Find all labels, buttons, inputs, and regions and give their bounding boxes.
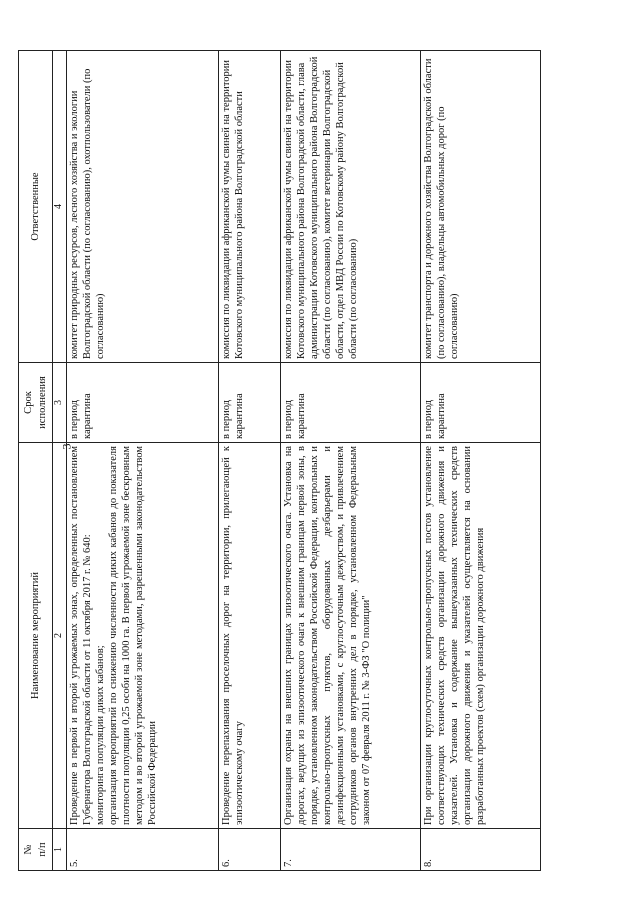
row-term: в период карантина bbox=[280, 363, 420, 443]
page-number: 3 bbox=[59, 443, 74, 450]
row-num: 5. bbox=[66, 829, 218, 871]
header-name: Наименование мероприятий bbox=[19, 443, 53, 829]
row-responsible: комиссия по ликвидации африканской чумы свиней на территории Котовского муниципального района Волгоградской области, глава администрации Котовского муниципального района Волгоградской области (по согласованию), комитет ветеринарии Волгоградской области, отдел МВД России по Котовскому району Волгоградской области (по согласованию) bbox=[280, 51, 420, 363]
header-num: № п/п bbox=[19, 829, 53, 871]
row-num: 8. bbox=[420, 829, 540, 871]
index-cell: 2 bbox=[53, 443, 67, 829]
measures-table bbox=[18, 50, 541, 871]
row-name: Организация охраны на внешних границах эпизоотического очага. Установка на дорогах, ведущих из эпизоотического очага к внешним границам первой зоны, в порядке, установленном законодательством Российской Федерации, контрольных и контрольно-пропускных пунктов, оборудованных дезбарьерами и дезинфекционными установками, с круглосуточным дежурством, и привлечением сотрудников органов внутренних дел в порядке, установленном Федеральным законом от 07 февраля 2011 г. № 3-ФЗ "О полиции" bbox=[280, 443, 420, 829]
row-term: в период карантина bbox=[218, 363, 280, 443]
row-responsible: комиссия по ликвидации африканской чумы свиней на территории Котовского муниципального района Волгоградской области bbox=[218, 51, 280, 363]
row-term: в период карантина bbox=[420, 363, 540, 443]
index-row bbox=[53, 51, 67, 871]
index-cell: 3 bbox=[53, 363, 67, 443]
table-row bbox=[218, 51, 280, 871]
header-term: Срок исполнения bbox=[19, 363, 53, 443]
row-num: 7. bbox=[280, 829, 420, 871]
index-cell: 4 bbox=[53, 51, 67, 363]
header-responsible: Ответственные bbox=[19, 51, 53, 363]
row-name: Проведение перепахивания проселочных дорог на территории, прилегающей к эпизоотическому очагу bbox=[218, 443, 280, 829]
row-name: Проведение в первой и второй угрожаемых зонах, определенных постановлением Губернатора Волгоградской области от 11 октября 2017 г. № 640: мониторинга популяции диких кабанов; организация мероприятий по снижению численности диких кабанов до показателя плотности популяции 0,25 особи на 1000 га. В первой угрожаемой зоне бескровным методом и во второй угрожаемой зоне методами, разрешенными законодательством Российской Федерации bbox=[66, 443, 218, 829]
row-term: в период карантина bbox=[66, 363, 218, 443]
table-row bbox=[420, 51, 540, 871]
index-cell: 1 bbox=[53, 829, 67, 871]
row-responsible: комитет природных ресурсов, лесного хозяйства и экологии Волгоградской области (по согласованию), охотпользователи (по согласованию) bbox=[66, 51, 218, 363]
table-row bbox=[66, 51, 218, 871]
table-row bbox=[280, 51, 420, 871]
header-row bbox=[19, 51, 53, 871]
row-num: 6. bbox=[218, 829, 280, 871]
rotated-table-wrapper bbox=[18, 51, 538, 871]
row-name: При организации круглосуточных контрольно-пропускных постов установление соответствующих технических средств организации дорожного движения и указателей. Установка и содержание вышеуказанных технических средств организации дорожного движения и указателей осуществляется на основании разработанных проектов (схем) организации дорожного движения bbox=[420, 443, 540, 829]
row-responsible: комитет транспорта и дорожного хозяйства Волгоградской области (по согласованию), владельцы автомобильных дорог (по согласованию) bbox=[420, 51, 540, 363]
